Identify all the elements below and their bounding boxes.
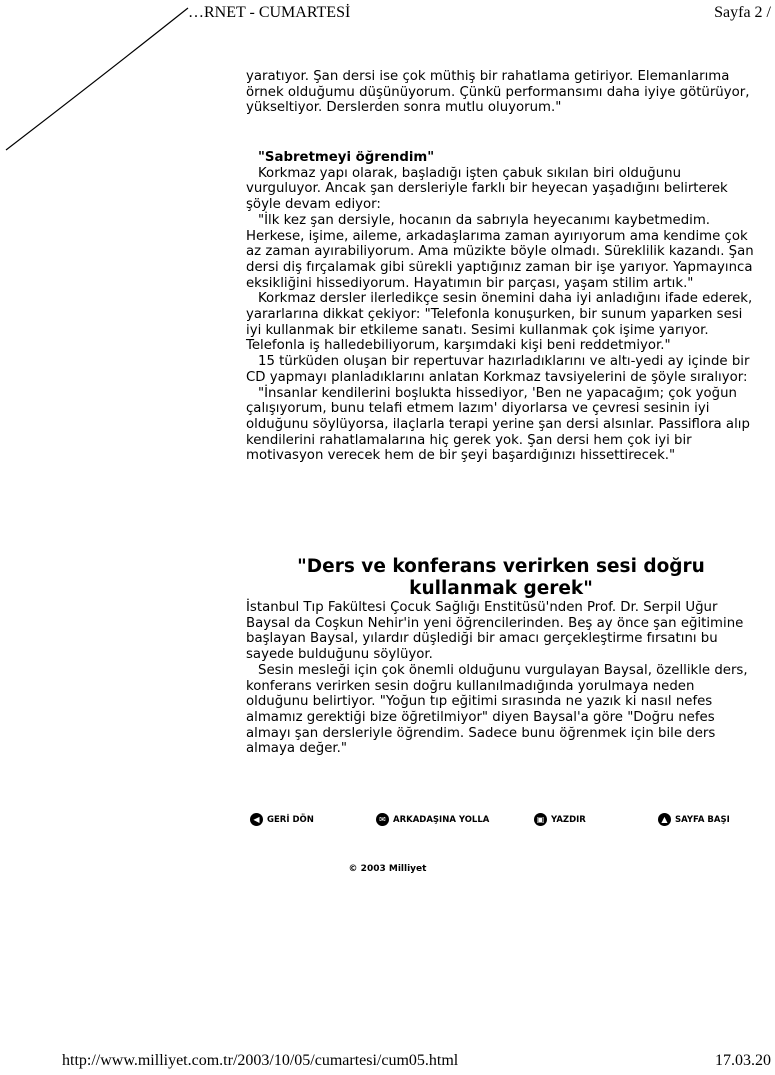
page-top-link[interactable] [658,813,730,826]
back-link[interactable] [250,813,314,826]
header-curve-decoration [0,0,200,160]
paragraph: İstanbul Tıp Fakültesi Çocuk Sağlığı Enstitüsü'nden Prof. Dr. Serpil Uğur Baysal da Coşkun Nehir'in yeni öğrencilerinden. Beş ay önce şan eğitimine başlayan Baysal, yılardır düşlediği bir amacı gerçekleştirme fırsatını bu sayede bulduğunu söylüyor. [246,600,744,663]
print-header-page: Sayfa 2 / [714,4,771,21]
paragraph: Korkmaz dersler ilerledikçe sesin önemini daha iyi anladığını ifade ederek, yararlarına dikkat çekiyor: "Telefonla konuşurken, bir sunum yaparken sesi iyi kullanmak bir etkileme sanatı. Sesimi kullanmak çok işime yarıyor. Telefonla iş halledebiliyorum, karşımdaki kişi beni reddetmiyor." [246,291,753,354]
paragraph: yaratıyor. Şan dersi ise çok müthiş bir rahatlama getiriyor. Elemanlarıma örnek olduğumu düşünüyorum. Çünkü performansımı daha iyiye götürüyor, yükseltiyor. Derslerden sonra mutlu oluyorum." [246,69,750,116]
page-top-label: SAYFA BAŞI [675,814,730,825]
copyright: © 2003 Milliyet [348,864,427,874]
back-arrow-icon: ◀ [250,813,263,826]
print-header-title: …RNET - CUMARTESİ [188,4,351,21]
section-2-heading: "Ders ve konferans verirken sesi doğru kullanmak gerek" [297,556,705,599]
printer-icon: ▣ [534,813,547,826]
section-2 [246,600,756,757]
intro-paragraph [246,69,756,116]
section-1 [246,150,756,464]
paragraph: Korkmaz yapı olarak, başladığı işten çabuk sıkılan biri olduğunu vurguluyor. Ancak şan dersleriyle farklı bir heyecan yaşadığını belirterek şöyle devam ediyor: [246,165,728,213]
paragraph: "İnsanlar kendilerini boşlukta hissediyor, 'Ben ne yapacağım; çok yoğun çalışıyorum, bunu telafi etmem lazım' diyorlarsa ve çevresi sesinin iyi olduğunu söylüyorsa, ilaçlarla terapi yerine şan dersi alsınlar. Passiflora alıp kendilerini rahatlamalarına hiç gerek yok. Şan dersi hem çok iyi bir motivasyon verecek hem de bir şeyi başardığınızı hissettirecek." [246,385,750,464]
mail-icon: ✉ [376,813,389,826]
article-nav-bar [0,813,775,829]
send-to-friend-label: ARKADAŞINA YOLLA [393,814,490,825]
paragraph: "İlk kez şan dersiyle, hocanın da sabrıyla heyecanımı kaybetmedim. Herkese, işime, aileme, arkadaşlarıma zaman ayırıyorum ama kendime çok az zaman ayırabiliyorum. Ama müzikte böyle olmadı. Süreklilik kazandı. Şan dersi diş fırçalamak gibi sürekli yaptığınız zaman bir işe yarıyor. Yapmayınca eksikliğini hissediyorum. Hayatımın bir parçası, yaşam stilim artık." [246,212,754,291]
paragraph: 15 türküden oluşan bir repertuvar hazırladıklarını ve altı-yedi ay içinde bir CD yapmayı planladıklarını anlatan Korkmaz tavsiyelerini de şöyle sıralıyor: [246,354,750,385]
print-footer-date: 17.03.20 [715,1052,771,1069]
section-1-heading: "Sabretmeyi öğrendim" [258,150,435,165]
back-link-label: GERİ DÖN [267,814,314,825]
up-arrow-icon: ▲ [658,813,671,826]
send-to-friend-link[interactable] [376,813,489,826]
print-label: YAZDIR [551,814,586,825]
print-footer-url: http://www.milliyet.com.tr/2003/10/05/cumartesi/cum05.html [62,1052,459,1069]
print-link[interactable] [534,813,586,826]
paragraph: Sesin mesleği için çok önemli olduğunu vurgulayan Baysal, özellikle ders, konferans verirken sesin doğru kullanılmadığında yorulmaya neden olduğunu belirtiyor. "Yoğun tıp eğitimi sırasında ne yazık ki nasıl nefes almamız gerektiği bize öğretilmiyor" diyen Baysal'a göre "Doğru nefes almayı şan dersleriyle öğrendim. Sadece bunu öğrenmek için bile ders almaya değer." [246,662,748,757]
